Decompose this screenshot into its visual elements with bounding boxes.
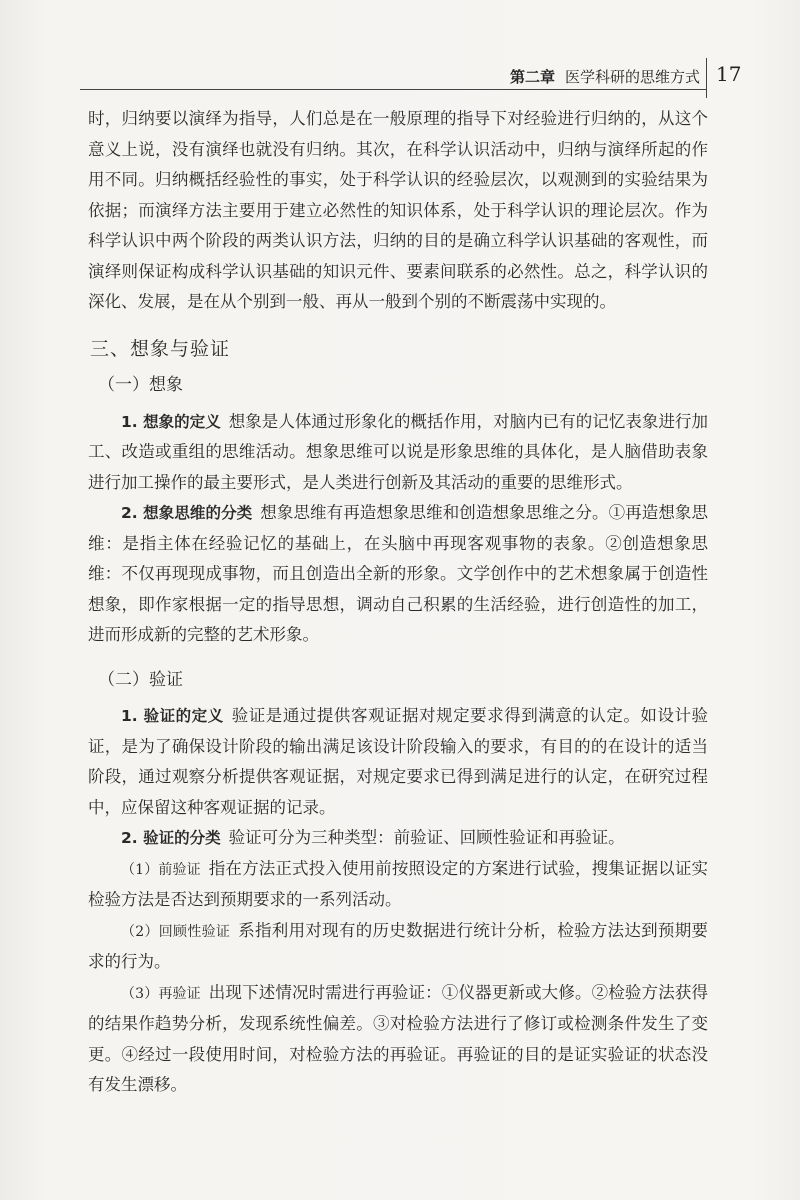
paragraph-continuation: 时，归纳要以演绎为指导，人们总是在一般原理的指导下对经验进行归纳的，从这个意义上说，没有演绎也就没有归纳。其次，在科学认识活动中，归纳与演绎所起的作用不同。归纳概括经验性的事实，处于科学认识的经验层次，以观测到的实验结果为依据；而演绎方法主要用于建立必然性的知识体系，处于科学认识的理论层次。作为科学认识中两个阶段的两类认识方法，归纳的目的是确立科学认识基础的客观性，而演绎则保证构成科学认识基础的知识元件、要素间联系的必然性。总之，科学认识的深化、发展，是在从个别到一般、再从一般到个别的不断震荡中实现的。 <box>88 109 708 311</box>
paragraph-text: 指在方法正式投入使用前按照设定的方案进行试验，搜集证据以证实检验方法是否达到预期要求的一系列活动。 <box>88 858 708 909</box>
paragraph-imagination-types <box>88 498 708 651</box>
page-body <box>88 104 708 1101</box>
paragraph-text: 想象思维有再造想象思维和创造想象思维之分。①再造想象思维：是指主体在经验记忆的基础上，在头脑中再现客观事物的表象。②创造想象思维：不仅再现现成事物，而且创造出全新的形象。文学创作中的艺术想象属于创造性想象，即作家根据一定的指导思想，调动自己积累的生活经验，进行创造性的加工，进而形成新的完整的艺术形象。 <box>88 503 708 644</box>
term-label: （3）再验证 <box>121 985 201 1002</box>
header-text <box>510 66 700 87</box>
paragraph-imagination-definition <box>88 407 708 499</box>
term-label: 2. 验证的分类 <box>121 829 221 847</box>
paragraph-text: 出现下述情况时需进行再验证：①仪器更新或大修。②检验方法获得的结果作趋势分析，发现系统性偏差。③对检验方法进行了修订或检测条件发生了变更。④经过一段使用时间，对检验方法的再验证。再验证的目的是证实验证的状态没有发生漂移。 <box>88 982 708 1094</box>
paragraph-re-verification <box>88 978 708 1101</box>
subsection-heading-imagination: （一）想象 <box>98 375 183 395</box>
paragraph-text: 验证可分为三种类型：前验证、回顾性验证和再验证。 <box>228 828 625 847</box>
subsection-heading-verification: （二）验证 <box>98 669 183 690</box>
term-label: 2. 想象思维的分类 <box>121 504 253 522</box>
running-header <box>0 58 800 90</box>
header-rule <box>80 89 706 90</box>
paragraph-retrospective-verification <box>88 916 708 978</box>
header-divider-vertical <box>706 58 707 98</box>
term-label: （2）回顾性验证 <box>121 923 231 940</box>
paragraph-verification-definition <box>88 701 708 823</box>
chapter-title: 医学科研的思维方式 <box>564 68 700 86</box>
paragraph-verification-types <box>88 823 708 854</box>
term-label: （1）前验证 <box>121 861 201 878</box>
chapter-label: 第二章 <box>509 68 555 86</box>
paragraph-text: 想象是人体通过形象化的概括作用，对脑内已有的记忆表象进行加工、改造或重组的思维活动。想象思维可以说是形象思维的具体化，是人脑借助表象进行加工操作的最主要形式，是人类进行创新及其活动的重要的思维形式。 <box>88 411 708 492</box>
section-heading: 三、想象与验证 <box>90 337 231 360</box>
paragraph-text: 验证是通过提供客观证据对规定要求得到满意的认定。如设计验证，是为了确保设计阶段的输出满足该设计阶段输入的要求，有目的的在设计的适当阶段，通过观察分析提供客观证据，对规定要求已得到满足进行的认定，在研究过程中，应保留这种客观证据的记录。 <box>88 706 709 817</box>
term-label: 1. 验证的定义 <box>121 707 224 725</box>
term-label: 1. 想象的定义 <box>121 412 221 431</box>
paragraph-pre-verification <box>88 854 708 916</box>
page-number: 17 <box>716 62 742 86</box>
paragraph-text: 系指利用对现有的历史数据进行统计分析，检验方法达到预期要求的行为。 <box>88 920 708 971</box>
